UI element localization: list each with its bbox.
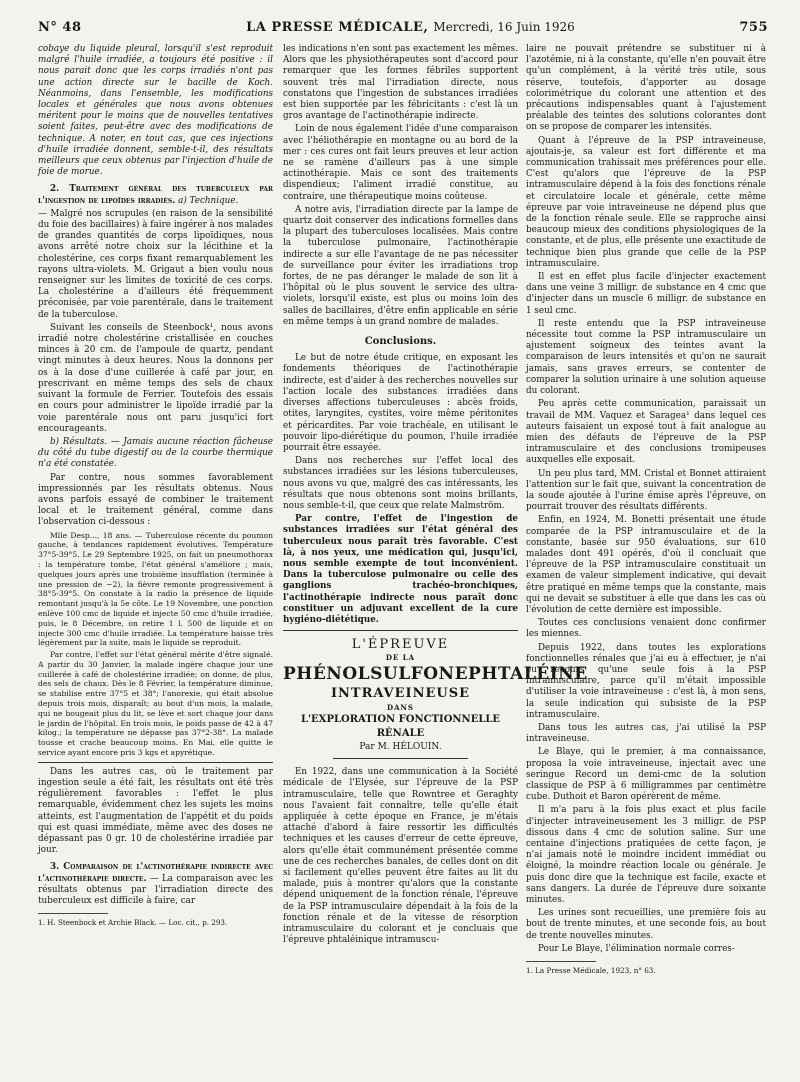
paragraph: Il m'a paru à la fois plus exact et plus facile d'injecter intraveineusement les 3 milligr. de PSP dissous dans 4 cmc de solution saline. Sur une centaine d'injections pratiquées de cette façon, je n'ai jamais noté le moindre incident immédiat ou éloigné, la moindre réaction locale ou générale. Je puis donc dire que la technique est facile, exacte et sans dangers. La durée de l'épreuve dure soixante minutes. (526, 805, 766, 906)
subsection-title: a) Technique. (178, 195, 239, 206)
paragraph: En 1922, dans une communication à la Société médicale de l'Elysée, sur l'épreuve de la PSP intramusculaire, telle que Rowntree et Geraghty nous l'avaient fait connaître, telle qu'elle était appliquée à cette époque en France, je m'étais attaché d'abord à faire ressortir les difficultés techniques et les causes d'erreur de cette épreuve, alors qu'elle était communément présentée comme une de ces recherches banales, de celles dont on dit si facilement qu'elles peuvent être faites au lit du malade, puis à montrer qu'alors que la constante dépend uniquement de la fonction rénale, l'épreuve de la PSP intramusculaire dépendait à la fois de la fonction rénale et de la vitesse de résorption intramusculaire du colorant et je concluais que l'épreuve phtaléinique intramuscu- (283, 767, 518, 946)
paragraph: Par contre, nous sommes favorablement impressionnés par les résultats obtenus. Nous avons parfois essayé de combiner le traitement local et le traitement général, comme dans l'observation ci-dessous : (38, 472, 273, 528)
footnote: 1. H. Steenbock et Archie Black. — Loc. cit., p. 293. (38, 918, 228, 928)
paragraph: Il reste entendu que la PSP intraveineuse nécessite tout comme la PSP intramusculaire un ajustement soigneux des teintes avant la comparaison de leurs intensités et qu'on ne saurait jamais, sans graves erreurs, se contenter de comparer la solution urinaire à une solution aqueuse du colorant. (526, 318, 766, 397)
paragraph: b) Résultats. — Jamais aucune réaction fâcheuse du côté du tube digestif ou de la courbe thermique n'a été constatée. (38, 436, 273, 470)
paragraph: Un peu plus tard, MM. Cristal et Bonnet attiraient l'attention sur le fait que, suivant la concentration de la soude ajoutée à l'urine émise après l'épreuve, on pourrait trouver des résultats différents. (526, 468, 766, 513)
paragraph: Il est en effet plus facile d'injecter exactement dans une veine 3 milligr. de substance en 4 cmc que d'injecter dans un muscle 6 milligr. de substance en 1 seul cmc. (526, 272, 766, 316)
case-report: Mlle Desp..., 18 ans. — Tuberculose récente du poumon gauche, à tendances rapidement évolutives. Température 37°5-39°5. Le 29 Septembre 1925, on fait un pneumothorax : la température tombe, l'état général s'améliore ; mais, quelques jours après une troisième insufflation (terminée à une pression de −2), la fièvre remonte progressivement à 38°5-39°5. On constate à la radio la présence de liquide remontant jusqu'à la 5e côte. Le 19 Novembre, une ponction enlève 100 cmc de liquide et injecte 50 cmc d'huile irradiée, puis, le 8 Décembre, on retire 1 l. 500 de liquide et on injecte 300 cmc d'huile irradiée. La température baisse très légèrement par la suite, mais le liquide se reproduit. (38, 530, 273, 648)
footnote-rule (38, 913, 108, 914)
section-title: 3. Comparaison de l'actinothérapie indirecte avec l'actinothérapie directe. (38, 862, 273, 884)
title-line: INTRAVEINEUSE (330, 686, 471, 702)
author-byline: Par M. HÉLOUIN. (359, 742, 442, 753)
journal-masthead (246, 20, 575, 35)
page-number-right: 755 (739, 20, 768, 35)
paragraph: Les urines sont recueillies, une première fois au bout de trente minutes, et une seconde fois, au bout de trente nouvelles minutes. (526, 908, 766, 941)
paragraph: Loin de nous également l'idée d'une comparaison avec l'héliothérapie en montagne ou au bord de la mer : ces cures ont fait leurs preuves et leur action ne se ramène d'ailleurs pas à une simple actinothérapie. Mais ce sont des traitements dispendieux; l'aliment irradié constitue, au contraire, une thérapeutique moins coûteuse. (283, 124, 518, 202)
paragraph: — Malgré nos scrupules (en raison de la sensibilité du foie des bacillaires) à faire ingérer à nos malades de grandes quantités de corps lipoïdiques, nous avons arrêté notre choix sur la lécithine et la cholestérine, ces corps fixant remarquablement les rayons ultra-violets. M. Grigaut a bien voulu nous renseigner sur les limites de toxicité de ces corps. La cholestérine a d'ailleurs été fréquemment préconisée, par voie parentérale, dans le traitement de la tuberculose. (38, 208, 273, 320)
paragraph: Dans tous les autres cas, j'ai utilisé la PSP intraveineuse. (526, 722, 766, 745)
paragraph: A notre avis, l'irradiation directe par la lampe de quartz doit conserver des indications formelles dans la plupart des tuberculoses localisées. Mais contre la tuberculose pulmonaire, l'actinothérapie indirecte a sur elle l'avantage de ne pas nécessiter de surveillance pour éviter les irradiations trop fortes, de ne pas déranger le malade de son lit à l'hôpital où le plus souvent le service des ultra-violets, lorsqu'il existe, est plus ou moins loin des salles de bacillaires, d'être enfin applicable en série en même temps à un grand nombre de malades. (283, 204, 518, 327)
divider (38, 762, 273, 763)
footnote-rule (526, 961, 596, 962)
title-line: L'EXPLORATION FONCTIONNELLE RÉNALE (300, 714, 501, 740)
paragraph: Enfin, en 1924, M. Bonetti présentait une étude comparée de la PSP intramusculaire et de la constante, basée sur 950 évaluations, sur 610 malades dont 491 opérés, d'où il concluait que l'épreuve de la PSP intramusculaire constituait un examen de valeur simplement indicative, qui devait être pratiqué en même temps que la constante, mais qui ne devait se substituer à elle que dans les cas où l'évolution de cette dernière est impossible. (526, 515, 766, 615)
journal-title: LA PRESSE MÉDICALE, (246, 20, 429, 35)
column-2 (283, 44, 588, 948)
paragraph: laire ne pouvait prétendre se substituer ni à l'azotémie, ni à la constante, qu'elle n'en pouvait être qu'un complément, à la vérité très utile, sous réserve, toutefois, d'apporter au dosage colorimétrique du colorant une attention et des précautions indispensables quant à l'ajustement préalable des teintes des solutions colorantes dont on se propose de comparer les intensités. (526, 44, 766, 133)
divider (283, 630, 518, 631)
paragraph: Dans nos recherches sur l'effet local des substances irradiées sur les lésions tuberculeuses, nous avons vu que, malgré des cas intéressants, les résultats que nous obtenons sont moins brillants, nous semble-t-il, que ceux que relate Malmström. (283, 456, 518, 511)
divider (333, 758, 468, 759)
case-report: Par contre, l'effet sur l'état général mérite d'être signalé. A partir du 30 Janvier, la malade ingère chaque jour une cuillerée à café de cholestérine irradiée; on donne, de plus, des sels de chaux. Dès le 8 Février, la température diminue, se stabilise entre 37°5 et 38°; l'anorexie, qui était absolue depuis trois mois, disparaît; au bout d'un mois, la malade, qui ne bougeait plus du lit, se lève et sort chaque jour dans le jardin de l'hôpital. En trois mois, le poids passe de 42 à 47 kilog.; la température ne dépasse pas 37°2-38°. La malade tousse et crache beaucoup moins. En Mai, elle quitte le service ayant encore pris 3 kgs et apyrétique. (38, 650, 273, 758)
paragraph: Dans les autres cas, où le traitement par ingestion seule a été fait, les résultats ont été très régulièrement favorables : l'effet le plus remarquable, évidemment chez les sujets les moins atteints, est l'augmentation de l'appétit et du poids qui est quasi immédiate, même avec des doses ne dépassant pas 0 gr. 10 de cholestérine irradiée par jour. (38, 766, 273, 856)
section-heading (38, 184, 273, 206)
section-heading (38, 862, 273, 907)
paragraph: cobaye du liquide pleural, lorsqu'il s'est reproduit malgré l'huile irradiée, a toujours été positive : il nous parait donc que les corps irradiés n'ont pas une action directe sur le bacille de Koch. Néanmoins, dans l'ensemble, les modifications locales et générales que nous avons obtenues méritent pour le moins que de nouvelles tentatives soient faites, peut-être avec des modifications de technique. A noter, en tout cas, que ces injections d'huile irradiée donnent, semble-t-il, des résultats meilleurs que ceux obtenus par l'injection d'huile de foie de morue. (38, 44, 273, 178)
column-3 (526, 44, 766, 975)
issue-date: Mercredi, 16 Juin 1926 (433, 20, 575, 34)
paragraph: Le but de notre étude critique, en exposant les fondements théoriques de l'actinothérapie indirecte, est d'aider à des recherches nouvelles sur l'action locale des substances irradiées dans diverses affections tuberculeuses : abcès froids, otites, laryngites, cystites, voire même péritonites et péricardites. Par voie trachéale, en utilisant le pouvoir lipo-diérétique du poumon, l'huile irradiée pourrait être essayée. (283, 353, 518, 453)
title-line: L'ÉPREUVE (351, 637, 450, 653)
paragraph: — La comparaison avec les résultats obtenus par l'irradiation directe des tuberculeux est difficile à faire, car (38, 873, 273, 907)
paragraph: Suivant les conseils de Steenbock¹, nous avons irradié notre cholestérine cristallisée en couches minces à 20 cm. de l'ampoule de quartz, pendant vingt minutes à deux heures. Nous la donnons per os à la dose d'une cuillerée à café par jour, en prescrivant en même temps des sels de chaux suivant la formule de Ferrier. Toutefois des essais en cours pour administrer le lipoïde irradié par la voie parentérale nous ont paru jusqu'ici fort encourageants. (38, 322, 273, 434)
footnote: 1. La Presse Médicale, 1923, n° 63. (526, 966, 656, 976)
title-line: PHÉNOLSULFONEPHTALÉINE (283, 664, 588, 685)
paragraph: Depuis 1922, dans toutes les explorations fonctionnelles rénales que j'ai eu à effectuer, je n'ai eu recours qu'une seule fois à la PSP intramusculaire, parce qu'il m'était impossible d'utiliser la voie intraveineuse : c'est là, à mon sens, la seule indication qui subsiste de la PSP intramusculaire. (526, 642, 766, 720)
paragraph: Quant à l'épreuve de la PSP intraveineuse, ajoutais-je, sa valeur est fort différente et ma communication trahissait mes préférences pour elle. C'est qu'alors que l'épreuve de la PSP intramusculaire dépend à la fois des fonctions rénale et circulatoire locale et générale, cette même épreuve par voie intraveineuse ne dépend plus que de la fonction rénale seule. Elle se rapproche ainsi beaucoup mieux des conditions physiologiques de la constante, et de plus, elle présente une exactitude de technique bien plus grande que celle de la PSP intramusculaire. (526, 135, 766, 269)
paragraph: Toutes ces conclusions venaient donc confirmer les miennes. (526, 618, 766, 640)
title-line: DE LA (385, 653, 416, 663)
column-1 (38, 44, 273, 927)
paragraph: les indications n'en sont pas exactement les mêmes. Alors que les physiothérapeutes sont d'accord pour remarquer que les formes fébriles supportent souvent très mal l'irradiation directe, nous constatons que l'ingestion de substances irradiées est bien supportée par les fébricitants : c'est là un gros avantage de l'actinothérapie indirecte. (283, 44, 518, 122)
section-title: 2. Traitement général des tuberculeux par l'ingestion de lipoïdes irradiés. (38, 184, 273, 206)
page-header (38, 20, 768, 40)
paragraph: Peu après cette communication, paraissait un travail de MM. Vaquez et Saragea¹ dans lequel ces auteurs faisaient un exposé tout à fait analogue au mien des défauts de l'épreuve de la PSP intramusculaire et des conclusions tromipeuses auxquelles elle exposait. (526, 399, 766, 466)
title-line: DANS (387, 703, 414, 713)
paragraph: Le Blaye, qui le premier, à ma connaissance, proposa la voie intraveineuse, injectait avec une seringue Record un demi-cmc de la solution classique de PSP à 6 milligrammes par centimètre cube. Duthoit et Baron opérèrent de même. (526, 747, 766, 803)
conclusions-heading: Conclusions. (364, 336, 437, 348)
paragraph: Par contre, l'effet de l'ingestion de substances irradiées sur l'état général des tuberculeux nous paraît très favorable. C'est là, à nos yeux, une médication qui, jusqu'ici, nous semble exempte de tout inconvénient. Dans la tuberculose pulmonaire ou celle des ganglions trachéo-bronchiques, l'actinothérapie indirecte nous paraît donc constituer un adjuvant excellent de la cure hygiéno-diététique. (283, 514, 518, 625)
paragraph: Pour Le Blaye, l'élimination normale corres- (538, 943, 735, 954)
article-title-block (283, 637, 588, 759)
page-number-left: N° 48 (38, 20, 82, 35)
